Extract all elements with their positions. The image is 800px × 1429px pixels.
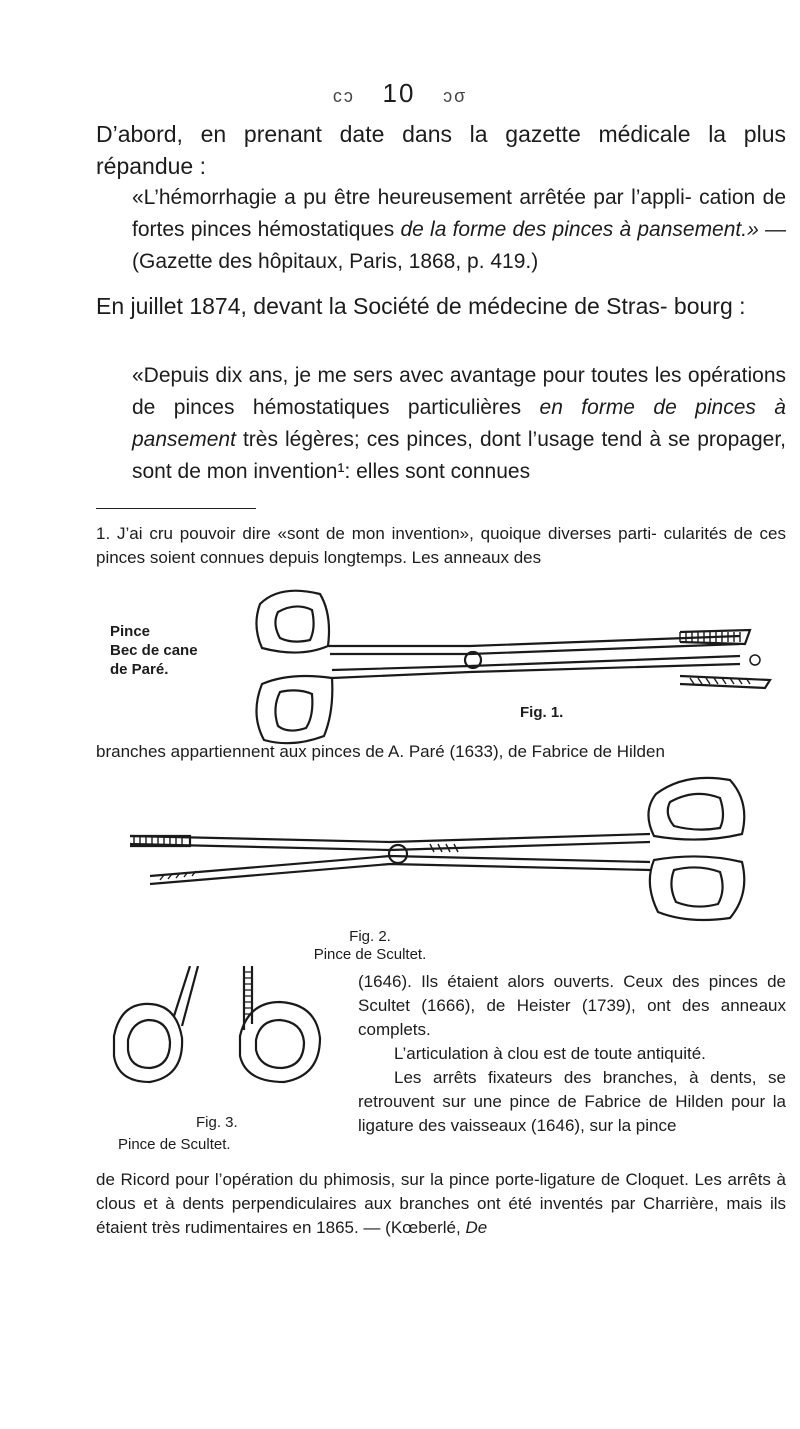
fig1-label: Pince Bec de cane de Paré. (110, 623, 198, 678)
ornament-left: cɔ (332, 86, 355, 106)
paragraph-intro: D’abord, en prenant date dans la gazette médicale la plus répandue : (96, 121, 786, 179)
page-header (0, 78, 800, 109)
footnote-1-continued: branches appartiennent aux pinces de A. Paré (1633), de Fabrice de Hilden (96, 742, 665, 761)
quote-gazette: «L’hémorrhagie a pu être heureusement arrêtée par l’appli- cation de fortes pinces hémostatiques de la forme des pinces à pansement.» — (Gazette des hôpitaux, Paris, 1868, p. 419.) (132, 186, 786, 273)
fig3-forceps-drawing (106, 966, 346, 1106)
paragraph-strasbourg: En juillet 1874, devant la Société de médecine de Stras- bourg : (96, 293, 746, 319)
fig2-caption: Fig. 2. (349, 928, 391, 945)
ornament-right: ɔσ (443, 86, 468, 106)
footnote-1: 1. J’ai cru pouvoir dire «sont de mon invention», quoique diverses parti- cularités de ces pinces soient connues depuis longtemps. Les anneaux des (96, 524, 786, 567)
fig3-caption: Fig. 3. (196, 1114, 238, 1131)
page-number: 10 (382, 78, 416, 108)
fig2-caption-block (270, 928, 470, 964)
fig2-subcaption: Pince de Scultet. (313, 946, 427, 963)
fig2-forceps-drawing (130, 772, 770, 922)
fig1-caption: Fig. 1. (520, 704, 564, 721)
footnote-rule (96, 508, 256, 509)
fig1-forceps-drawing (240, 584, 780, 754)
footnote-1-right-column: (1646). Ils étaient alors ouverts. Ceux des pinces de Scultet (1666), de Heister (1739), ont des anneaux complets. L’articulation à clou est de toute antiquité. Les arrêts fixateurs des branches, à dents, se retrouvent sur une pince de Fabrice de Hilden pour la ligature des vaisseaux (1646), sur la pince (358, 972, 786, 1135)
fig3-subcaption: Pince de Scultet. (118, 1136, 231, 1153)
footnote-1-final: de Ricord pour l’opération du phimosis, sur la pince porte-ligature de Cloquet. Les arrêts à clous et à dents perpendiculaires aux branches ont été inventés par Charrière, mais ils étaient très rudimentaires en 1865. — (Kœberlé, De (96, 1170, 786, 1237)
quote-depuis: «Depuis dix ans, je me sers avec avantage pour toutes les opérations de pinces hémostatiques particulières en forme de pinces à pansement très légères; ces pinces, dont l’usage tend à se propager, sont de mon invention¹: elles sont connues (132, 364, 786, 483)
